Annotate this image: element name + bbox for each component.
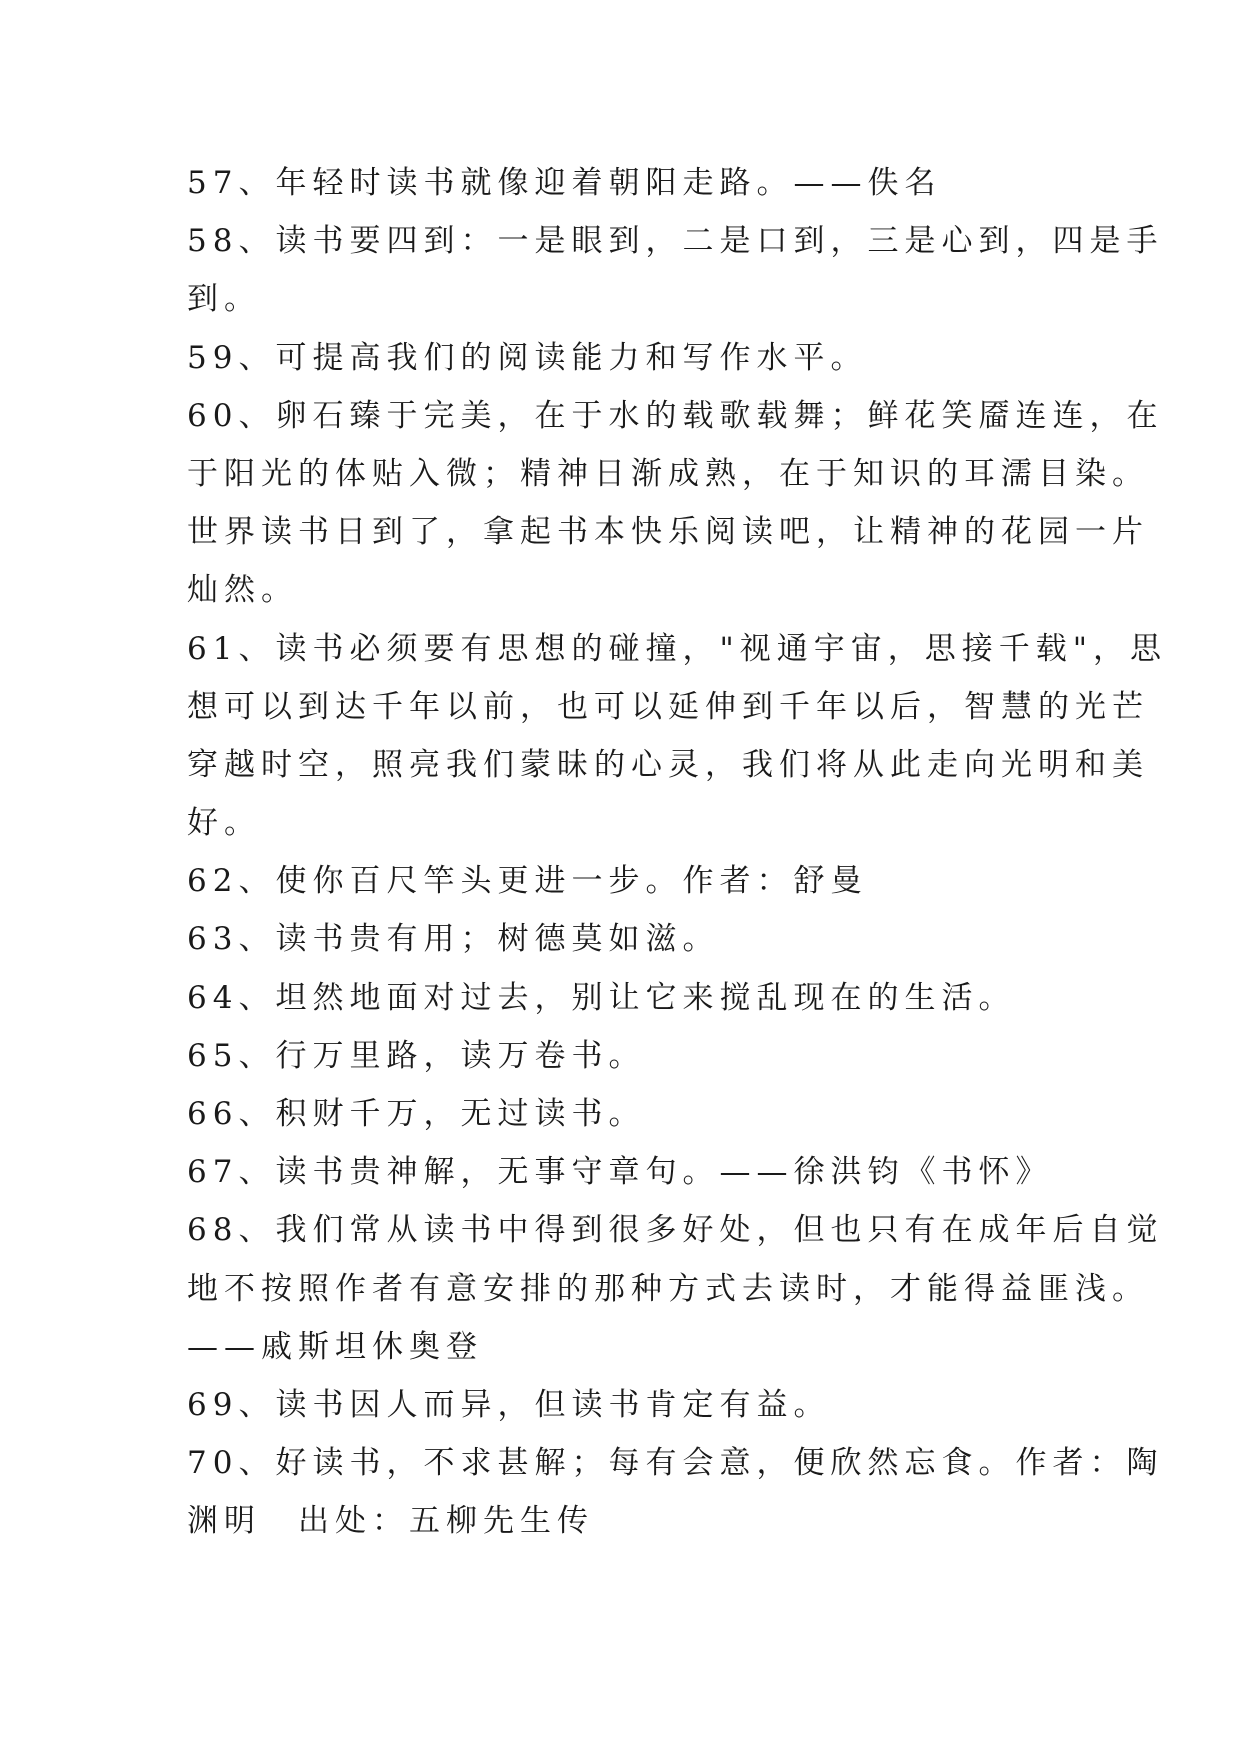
text-line: 60、卵石臻于完美，在于水的载歌载舞；鲜花笑靥连连，在 <box>187 397 1164 434</box>
text-line: 世界读书日到了，拿起书本快乐阅读吧，让精神的花园一片 <box>187 514 1149 551</box>
text-line: 于阳光的体贴入微；精神日渐成熟，在于知识的耳濡目染。 <box>187 455 1149 492</box>
text-line: 到。 <box>187 281 261 318</box>
text-line: 61、读书必须要有思想的碰撞，"视通宇宙，思接千载"，思 <box>187 630 1167 667</box>
text-line: 69、读书因人而异，但读书肯定有益。 <box>187 1386 831 1423</box>
text-line: 70、好读书，不求甚解；每有会意，便欣然忘食。作者：陶 <box>187 1445 1164 1482</box>
text-line: 穿越时空，照亮我们蒙昧的心灵，我们将从此走向光明和美 <box>187 746 1149 783</box>
text-line: 62、使你百尺竿头更进一步。作者：舒曼 <box>187 863 868 900</box>
text-line: 64、坦然地面对过去，别让它来搅乱现在的生活。 <box>187 979 1016 1016</box>
document-body <box>187 154 1167 1551</box>
text-line: 66、积财千万，无过读书。 <box>187 1096 646 1132</box>
text-line: 57、年轻时读书就像迎着朝阳走路。——佚名 <box>187 165 942 201</box>
text-line: 68、我们常从读书中得到很多好处，但也只有在成年后自觉 <box>187 1212 1164 1249</box>
text-line: 好。 <box>187 805 261 842</box>
text-line: 59、可提高我们的阅读能力和写作水平。 <box>187 339 868 376</box>
text-line: 渊明 出处：五柳先生传 <box>187 1503 594 1540</box>
text-line: 67、读书贵神解，无事守章句。——徐洪钧《书怀》 <box>187 1154 1053 1191</box>
text-line: ——戚斯坦休奥登 <box>187 1328 483 1365</box>
text-line: 地不按照作者有意安排的那种方式去读时，才能得益匪浅。 <box>187 1270 1149 1307</box>
text-line: 63、读书贵有用；树德莫如滋。 <box>187 921 720 958</box>
text-line: 想可以到达千年以前，也可以延伸到千年以后，智慧的光芒 <box>187 688 1149 725</box>
text-line: 灿然。 <box>187 572 298 609</box>
text-line: 58、读书要四到：一是眼到，二是口到，三是心到，四是手 <box>187 223 1164 260</box>
text-line: 65、行万里路，读万卷书。 <box>187 1037 646 1074</box>
